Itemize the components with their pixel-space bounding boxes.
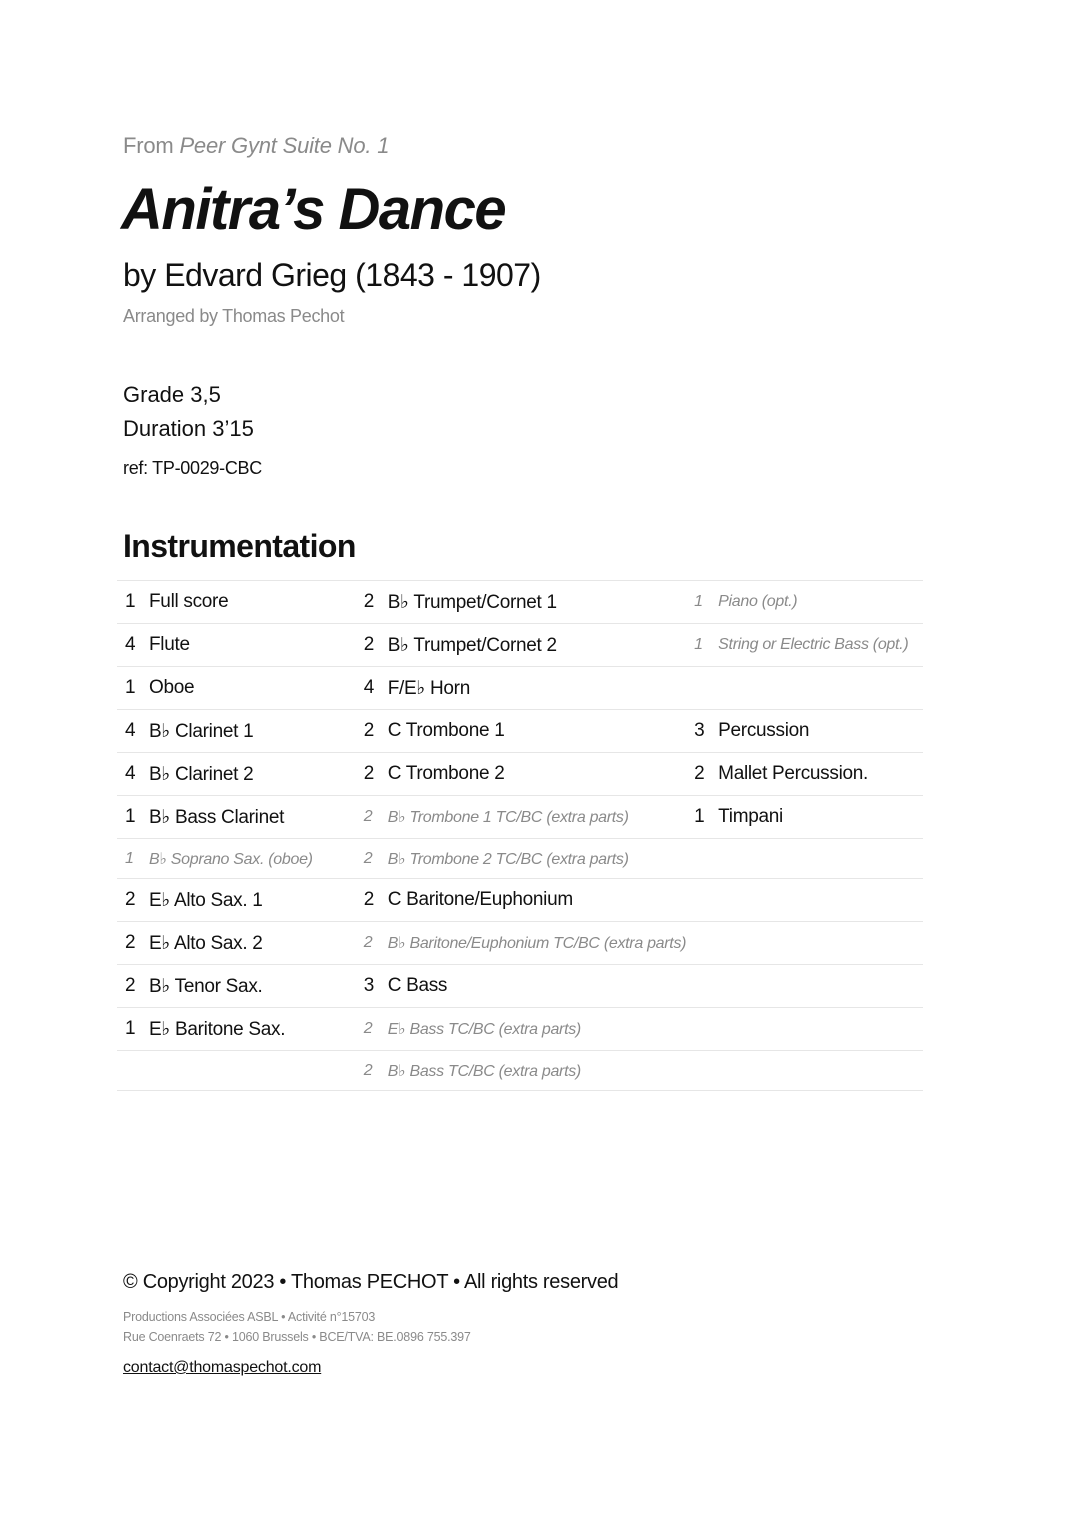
instrument-cell [117,581,356,624]
instrument-entry [686,763,923,785]
part-count: 2 [363,808,373,825]
source-work-line [123,133,389,159]
instrument-cell [686,1051,923,1091]
instrument-entry [117,1018,356,1041]
grade-info: Grade 3,5 [123,382,221,407]
instrumentation-heading: Instrumentation [123,528,356,564]
instrument-entry [356,763,686,785]
table-row [117,667,923,710]
part-count: 2 [363,1061,373,1079]
instrument-name: Mallet Percussion. [718,763,869,784]
table-row [117,581,923,624]
instrument-cell [356,922,686,965]
instrument-entry [686,720,923,742]
instrument-cell [686,710,923,753]
instrument-cell [117,965,356,1008]
instrument-entry [356,849,686,869]
instrument-entry [117,634,356,656]
instrumentation-table [117,580,923,1091]
instrument-cell [356,710,686,753]
instrument-cell [356,753,686,796]
part-count: 1 [125,806,136,827]
instrument-entry [686,806,923,828]
part-count: 2 [363,720,375,741]
part-count: 2 [694,763,705,784]
instrument-name: B♭ Clarinet 2 [149,763,254,785]
instrument-cell [117,796,356,839]
instrument-name: B♭ Trumpet/Cornet 2 [387,634,557,656]
instrument-name: B♭ Baritone/Euphonium TC/BC (extra parts) [387,935,687,952]
instrument-entry [686,636,923,654]
instrument-cell [117,922,356,965]
part-count: 2 [363,1020,373,1037]
instrument-cell [117,1051,356,1091]
instrument-cell [356,667,686,710]
part-count: 2 [125,975,136,996]
instrument-cell [686,624,923,667]
part-count: 2 [363,849,373,867]
reference-code: ref: TP-0029-CBC [123,458,262,478]
part-count: 2 [363,934,373,951]
instrument-cell [686,839,923,879]
part-count: 1 [694,636,704,653]
part-count: 3 [694,720,705,741]
instrument-cell [117,710,356,753]
instrument-name: E♭ Alto Sax. 1 [149,889,263,911]
instrument-entry [117,932,356,955]
instrument-name: C Trombone 1 [387,720,505,741]
part-count: 2 [363,763,375,784]
composer-line: by Edvard Grieg (1843 - 1907) [123,257,541,293]
instrument-entry [117,591,356,613]
part-count: 4 [125,634,136,655]
instrument-entry [117,849,356,869]
instrument-entry [686,593,923,611]
part-count: 1 [125,591,136,612]
instrument-cell [686,753,923,796]
instrument-name: B♭ Tenor Sax. [149,975,263,997]
instrument-entry [117,763,356,786]
instrument-entry [356,975,686,997]
table-row [117,796,923,839]
instrument-name: Timpani [718,806,783,827]
from-prefix: From [123,133,174,158]
instrument-name: F/E♭ Horn [387,677,470,699]
instrument-name: B♭ Trumpet/Cornet 1 [387,591,557,613]
part-count: 1 [694,593,704,610]
instrument-entry [356,933,686,953]
part-count: 4 [125,720,136,741]
instrument-entry [356,591,686,614]
address-info: Rue Coenraets 72 • 1060 Brussels • BCE/TVA: BE.0896 755.397 [123,1330,471,1344]
instrument-name: B♭ Bass TC/BC (extra parts) [387,1062,581,1080]
part-count: 2 [363,889,375,910]
instrument-name: String or Electric Bass (opt.) [718,636,909,653]
arranger-line: Arranged by Thomas Pechot [123,306,345,326]
instrument-name: C Bass [387,975,448,996]
part-count: 1 [125,677,136,698]
table-row [117,1008,923,1051]
piece-title: Anitra’s Dance [121,177,506,242]
instrument-entry [356,1019,686,1039]
table-row [117,624,923,667]
instrument-name: B♭ Trombone 2 TC/BC (extra parts) [387,850,629,868]
copyright-notice: © Copyright 2023 • Thomas PECHOT • All rights reserved [123,1271,619,1293]
table-row [117,922,923,965]
instrument-name: C Trombone 2 [387,763,505,784]
table-row [117,710,923,753]
instrument-name: B♭ Bass Clarinet [149,806,285,828]
part-count: 1 [125,849,134,867]
instrument-entry [356,634,686,657]
instrument-entry [356,1061,686,1081]
instrument-cell [356,624,686,667]
instrument-cell [686,796,923,839]
instrument-cell [686,922,923,965]
instrument-cell [117,667,356,710]
instrument-entry [117,677,356,699]
table-row [117,879,923,922]
instrument-name: E♭ Alto Sax. 2 [149,932,263,954]
part-count: 3 [363,975,375,996]
instrument-cell [117,879,356,922]
instrument-entry [356,889,686,911]
instrument-entry [356,720,686,742]
instrument-name: B♭ Clarinet 1 [149,720,254,742]
instrument-cell [356,879,686,922]
instrument-name: Flute [149,634,190,655]
instrument-name: Full score [149,591,229,612]
instrument-name: B♭ Trombone 1 TC/BC (extra parts) [387,809,629,826]
table-row [117,753,923,796]
instrument-name: C Baritone/Euphonium [387,889,573,910]
part-count: 4 [363,677,375,698]
instrument-cell [117,624,356,667]
part-count: 2 [125,932,136,953]
instrument-cell [686,667,923,710]
instrument-entry [117,806,356,829]
instrument-cell [686,879,923,922]
instrument-entry [356,807,686,827]
instrument-entry [117,889,356,912]
instrument-cell [356,839,686,879]
instrument-name: Oboe [149,677,195,698]
instrument-name: B♭ Soprano Sax. (oboe) [149,850,313,868]
instrument-cell [686,965,923,1008]
instrument-cell [356,965,686,1008]
instrument-entry [356,677,686,700]
instrument-cell [356,1008,686,1051]
part-count: 1 [125,1018,136,1039]
instrument-cell [686,581,923,624]
instrument-cell [356,1051,686,1091]
instrument-name: Piano (opt.) [718,593,798,610]
duration-info: Duration 3’15 [123,416,254,441]
part-count: 2 [125,889,136,910]
part-count: 4 [125,763,136,784]
source-work-title: Peer Gynt Suite No. 1 [179,133,390,158]
part-count: 2 [363,634,375,655]
part-count: 1 [694,806,705,827]
instrument-name: Percussion [718,720,810,741]
instrument-entry [117,975,356,998]
instrument-cell [117,1008,356,1051]
instrument-cell [117,753,356,796]
table-row [117,839,923,879]
instrument-name: E♭ Bass TC/BC (extra parts) [387,1021,581,1038]
part-count: 2 [363,591,375,612]
instrument-name: E♭ Baritone Sax. [149,1018,286,1040]
instrument-cell [356,796,686,839]
instrument-cell [356,581,686,624]
instrument-entry [117,720,356,743]
table-row [117,965,923,1008]
instrument-cell [117,839,356,879]
table-row [117,1051,923,1091]
organization-info: Productions Associées ASBL • Activité n°15703 [123,1310,376,1324]
instrument-cell [686,1008,923,1051]
contact-email-link[interactable]: contact@thomaspechot.com [123,1359,322,1376]
